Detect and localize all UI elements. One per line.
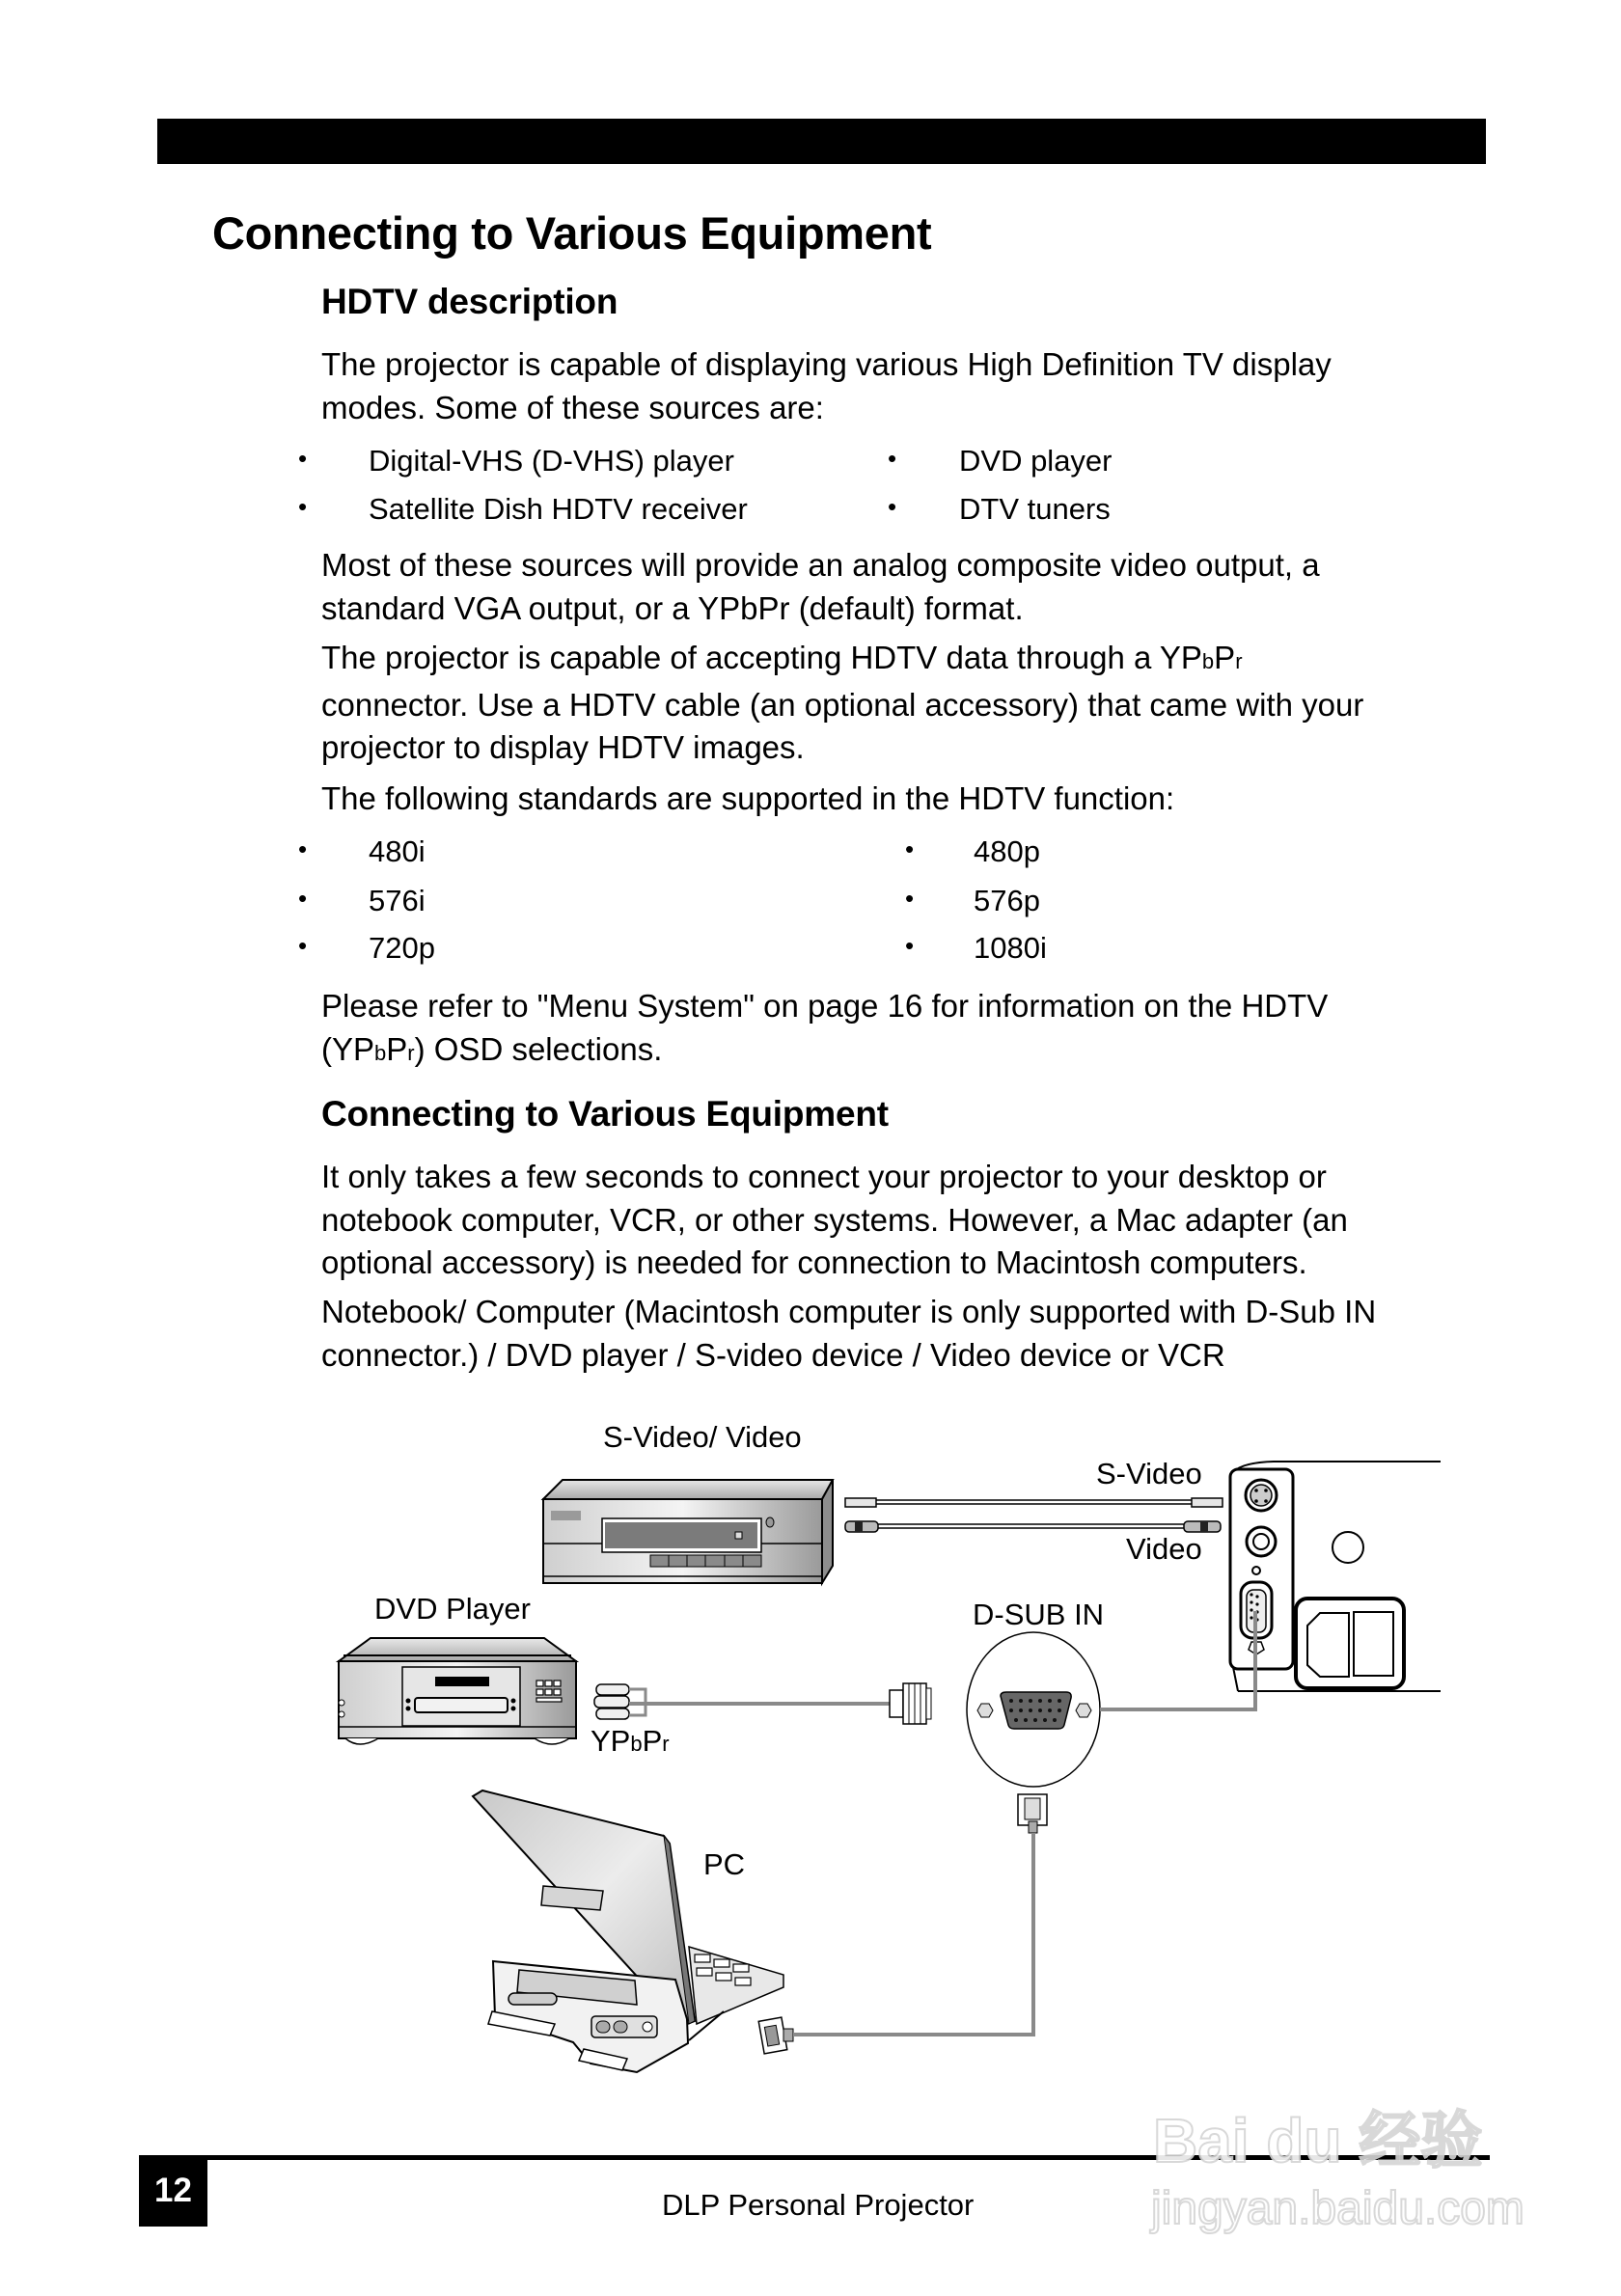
label-dvd-player: DVD Player <box>374 1592 531 1626</box>
bullet-icon: • <box>888 492 897 521</box>
list-item: 480i <box>369 834 426 868</box>
text-fragment: P <box>386 1030 408 1067</box>
dvd-player-icon <box>339 1638 576 1744</box>
text-line: The projector is capable of displaying various High Definition TV display <box>321 346 1332 382</box>
dsub-port-icon <box>967 1632 1100 1787</box>
label-video: Video <box>1126 1532 1202 1566</box>
list-item: Satellite Dish HDTV receiver <box>369 492 748 526</box>
label-ypbpr <box>591 1724 670 1759</box>
vga-plug-icon <box>1018 1794 1047 1833</box>
list-item: 480p <box>974 834 1040 868</box>
watermark-logo: Bai du 经验 <box>1153 2106 1483 2175</box>
text-line: projector to display HDTV images. <box>321 729 805 765</box>
svideo-cable <box>845 1498 1223 1507</box>
list-item: DTV tuners <box>959 492 1111 526</box>
text-fragment: ) OSD selections. <box>414 1030 663 1067</box>
text-line: connector.) / DVD player / S-video device / Video device or VCR <box>321 1336 1225 1373</box>
subscript-b: b <box>374 1040 387 1065</box>
text-line: Notebook/ Computer (Macintosh computer is only supported with D-Sub IN <box>321 1294 1377 1329</box>
text-line: Most of these sources will provide an analog composite video output, a <box>321 547 1320 583</box>
text-fragment: YP <box>591 1724 631 1758</box>
page-title: Connecting to Various Equipment <box>212 207 932 259</box>
bullet-icon: • <box>905 931 915 960</box>
label-vcr: S-Video/ Video <box>603 1420 802 1454</box>
bullet-icon: • <box>905 834 915 863</box>
text-line: Please refer to "Menu System" on page 16 for information on the HDTV <box>321 988 1329 1024</box>
bullet-icon: • <box>298 444 308 473</box>
watermark-url: jingyan.baidu.com <box>1151 2183 1525 2234</box>
ypbpr-cable <box>594 1683 931 1724</box>
bullet-icon: • <box>298 834 308 863</box>
list-item: 576p <box>974 884 1040 917</box>
subscript-b: b <box>1201 649 1215 673</box>
text-fragment: P <box>642 1724 663 1758</box>
text-fragment: The projector is capable of accepting HDTV data through a YP <box>321 640 1202 675</box>
bullet-icon: • <box>298 931 308 960</box>
vcr-icon <box>543 1480 833 1583</box>
label-dsub-in: D-SUB IN <box>973 1598 1105 1631</box>
bullet-icon: • <box>298 492 308 521</box>
bullet-icon: • <box>888 444 897 473</box>
section-heading-connecting: Connecting to Various Equipment <box>321 1094 889 1134</box>
video-cable <box>845 1521 1221 1532</box>
subscript-r: r <box>1235 649 1243 673</box>
bullet-icon: • <box>298 884 308 913</box>
list-item: 720p <box>369 931 435 965</box>
text-fragment: (YP <box>321 1030 375 1067</box>
section-heading-hdtv: HDTV description <box>321 282 618 321</box>
pc-cable <box>793 1833 1033 2035</box>
pc-vga-plug-icon <box>758 2017 793 2054</box>
text-line: It only takes a few seconds to connect your projector to your desktop or <box>321 1159 1327 1194</box>
page-number: 12 <box>139 2155 207 2227</box>
subscript-b: b <box>630 1732 643 1756</box>
text-line: optional accessory) is needed for connection to Macintosh computers. <box>321 1244 1307 1280</box>
text-line: connector. Use a HDTV cable (an optional accessory) that came with your <box>321 686 1364 723</box>
subscript-r: r <box>662 1732 670 1756</box>
laptop-icon <box>473 1790 783 2072</box>
label-pc: PC <box>703 1847 746 1881</box>
footer-title: DLP Personal Projector <box>662 2188 975 2222</box>
list-item: DVD player <box>959 444 1113 478</box>
text-fragment: P <box>1214 640 1236 675</box>
list-item: 1080i <box>974 931 1047 965</box>
bullet-icon: • <box>905 884 915 913</box>
text-line: standard VGA output, or a YPbPr (default) format. <box>321 589 1024 626</box>
projector-panel-icon <box>1230 1462 1441 1691</box>
label-svideo: S-Video <box>1096 1457 1202 1490</box>
text-line: notebook computer, VCR, or other systems. However, a Mac adapter (an <box>321 1201 1348 1238</box>
list-item: Digital-VHS (D-VHS) player <box>369 444 734 478</box>
list-item: 576i <box>369 884 426 917</box>
text-line: The following standards are supported in the HDTV function: <box>321 780 1175 816</box>
text-line: modes. Some of these sources are: <box>321 389 824 425</box>
subscript-r: r <box>407 1040 415 1065</box>
